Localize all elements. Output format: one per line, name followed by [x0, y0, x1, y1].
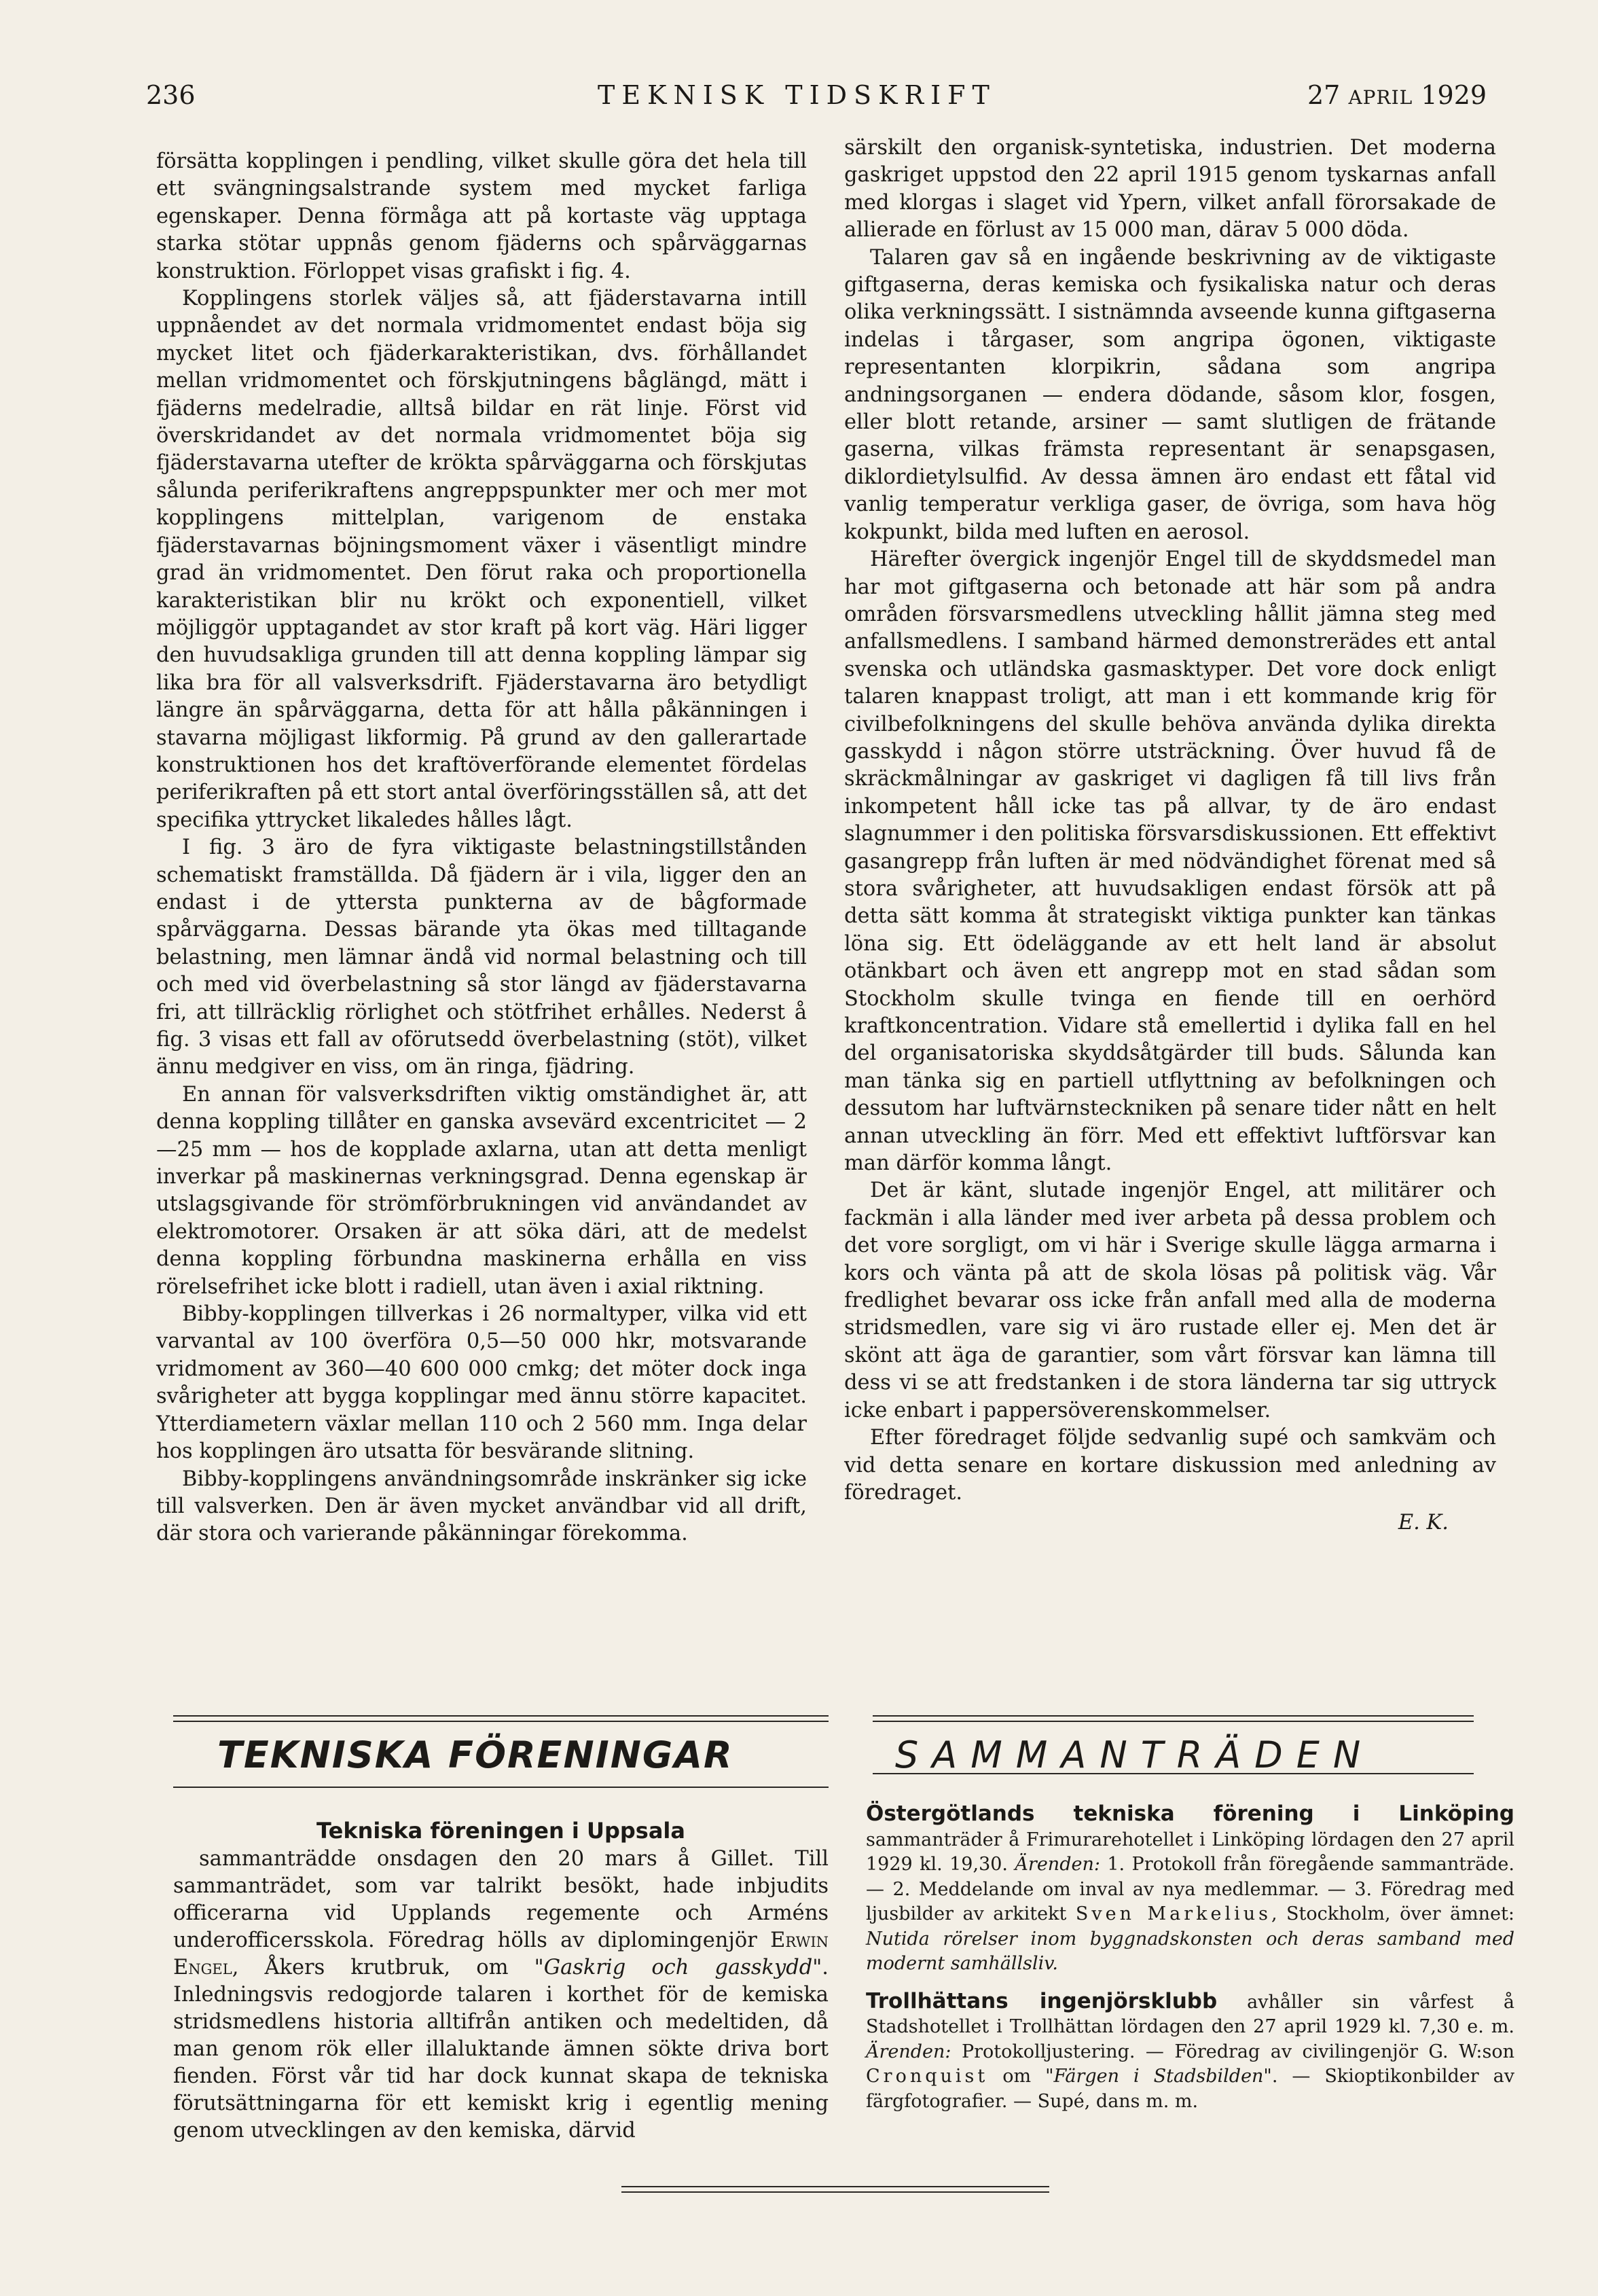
paragraph: Kopplingens storlek väljes så, att fjäderstavarna intill uppnåendet av det normala vridmomentet endast böja sig mycket litet och fjäderkarakteristikan, dvs. förhållandet mellan vridmomentet och förskjutningens båglängd, mätt i fjäderns medelradie, alltså bildar en rät linje. Först vid överskridandet av det normala vridmomentet böja sig fjäderstavarna utefter de krökta spårväggarna och förskjutas sålunda periferikraftens angreppspunkter mer och mer mot kopplingens mittelplan, varigenom de enstaka fjäderstavarnas böjningsmoment växer i väsentligt mindre grad än vridmomentet. Den förut raka och proportionella karakteristikan blir nu krökt och exponentiell, vilket möjliggör upptagandet av stor kraft på kort väg. Häri ligger den huvudsakliga grunden till att denna koppling lämpar sig lika bra för all valsverksdrift. Fjäderstavarna äro betydligt längre än spårväggarna, detta för att hålla påkänningen i stavarna möjligast likformig. På grund av den gallerartade konstruktionen hos det kraftöverförande elementet fördelas periferikraften på ett stort antal överföringsställen så, att det specifika yttrycket likaledes hålles lågt.	[156, 287, 807, 832]
issue-date	[1307, 80, 1487, 110]
section-rule-top-left	[173, 1715, 829, 1722]
meeting-text: , Stockholm, över ämnet:	[1271, 1903, 1514, 1924]
agenda-label: Ärenden:	[866, 2041, 951, 2062]
speaker-name: Erwin Engel	[173, 1929, 829, 1979]
section-rule-top-right	[873, 1715, 1474, 1722]
author-signature: E. K.	[1398, 1511, 1449, 1535]
uppsala-notice	[173, 1817, 829, 2145]
paragraph: Bibby-kopplingens användningsområde inskränker sig icke till valsverken. Den är även mycket användbar vid all drift, där stora och varierande påkänningar förekomma.	[156, 1467, 807, 1546]
issue-day: 27	[1307, 80, 1341, 110]
paragraph: I fig. 3 äro de fyra viktigaste belastningstillstånden schematiskt framställda. Då fjädern är i vila, ligger den an endast i de yttersta punkterna av de bågformade spårväggarna. Dessas bärande yta ökas med tilltagande belastning, men lämnar ändå vid normal belastning och till och med vid överbelastning så stor längd av fjäderstavarna fri, att tillräcklig rörlighet och stötfrihet erhålles. Nederst å fig. 3 visas ett fall av oförutsedd överbelastning (stöt), vilket ännu medgiver en viss, om än ringa, fjädring.	[156, 836, 807, 1079]
meeting-text: 1. Protokoll från föregående sammanträde. — 2. Meddelande om inval av nya medlemmar. — 3. Föredrag med ljusbilder av arkitekt	[866, 1854, 1514, 1924]
talk-topic: "Färgen i Stadsbilden"	[1045, 2066, 1272, 2087]
paragraph: Efter föredraget följde sedvanlig supé och samkväm och vid detta senare en kortare diskussion med anledning av föredraget.	[844, 1426, 1496, 1505]
meeting-text: sammanträder å Frimurarehotellet i Linköping lördagen den 27 april 1929 kl. 19,30.	[866, 1829, 1514, 1875]
paragraph: Det är känt, slutade ingenjör Engel, att militärer och fackmän i alla länder med iver arbeta på dessa problem och det vore sorgligt, om vi här i Sverige skulle lägga armarna i kors och vänta på att de skola lösas på politisk väg. Vår fredlighet bevarar oss icke från anfall med alla de moderna stridsmedlen, vare sig vi äro rustade eller ej. Men det är skönt att äga de garantier, som vårt försvar kan lämna till dess vi se att fredstanken i de stora länderna tar sig uttryck icke enbart i pappersöverenskommelser.	[844, 1179, 1496, 1422]
paragraph: Härefter övergick ingenjör Engel till de skyddsmedel man har mot giftgaserna och betonade att här som på andra områden försvarsmedlens utveckling hållit jämna steg med anfallsmedlens. I samband härmed demonstrerädes ett antal svenska och utländska gasmasktyper. Det vore dock enligt talaren knappast troligt, att man i ett kommande krig för civilbefolkningens del skulle behöva använda dylika direkta gasskydd i någon större utsträckning. Över huvud få de skräckmålningar av gaskriget vi dagligen få till livs från inkompetent håll icke tas på allvar, ty de äro endast slagnummer i den politiska försvarsdiskussionen. Ett effektivt gasangrepp från luften är med nödvändighet förenat med så stora svårigheter, att huvudsakligen endast försök att på detta sätt komma åt strategiskt viktiga punkter kan tänkas löna sig. Ett ödeläggande av ett helt land är absolut otänkbart och även ett angrepp mot en stad sådan som Stockholm skulle tvinga en fiende till en oerhörd kraftkoncentration. Vidare stå emellertid i dylika fall en hel del organisatoriska skyddsåtgärder till buds. Sålunda kan man tänka sig en partiell utflyttning av befolkningen och dessutom har luftvärnsteckniken på senare tider nått en helt annan utveckling än förr. Med ett effektivt luftförsvar kan man därför komma långt.	[844, 548, 1496, 1176]
meetings-list	[866, 1801, 1514, 2126]
journal-title: TEKNISK TIDSKRIFT	[598, 80, 996, 110]
talk-topic: Nutida rörelser inom byggnadskonsten och deras samband med modernt samhällsliv.	[866, 1928, 1514, 1974]
paragraph: försätta kopplingen i pendling, vilket skulle göra det hela till ett svängningsalstrande system med mycket farliga egenskaper. Denna förmåga att på kortaste väg upptaga starka stötar uppnås genom fjäderns och spårväggarnas konstruktion. Förloppet visas grafiskt i fig. 4.	[156, 149, 807, 283]
section-rule-bottom-right	[873, 1773, 1474, 1774]
meeting-org: Trollhättans ingenjörsklubb	[866, 1988, 1218, 2013]
notice-body	[173, 1846, 829, 2145]
notice-subhead: Tekniska föreningen i Uppsala	[316, 1818, 685, 1844]
meeting-text: . — Skioptikonbilder av färgfotografier. — Supé, dans m. m.	[866, 2066, 1514, 2112]
paragraph: En annan för valsverksdriften viktig omständighet är, att denna koppling tillåter en ganska avsevärd excentricitet — 2—25 mm — hos de kopplade axlarna, utan att detta menligt inverkar på maskinernas verkningsgrad. Denna egenskap är utslagsgivande för strömförbrukningen vid användandet av elektromotorer. Orsaken är att söka däri, att de medelst denna koppling förbundna maskinerna erhålla en viss rörelsefrihet icke blott i radiell, utan även i axial riktning.	[156, 1082, 807, 1299]
issue-year: 1929	[1421, 80, 1487, 110]
paragraph: Bibby-kopplingen tillverkas i 26 normaltyper, vilka vid ett varvantal av 100 överföra 0,5—50 000 hkr, motsvarande vridmoment av 360—40 600 000 cmkg; det möter dock inga svårigheter att bygga kopplingar med ännu större kapacitet. Ytterdiametern växlar mellan 110 och 2 560 mm. Inga delar hos kopplingen äro utsatta för besvärande slitning.	[156, 1302, 807, 1464]
left-column	[156, 148, 807, 1548]
meeting-item	[866, 1989, 1514, 2115]
right-column	[844, 134, 1496, 1537]
page-number: 236	[146, 80, 196, 110]
paragraph: Talaren gav så en ingående beskrivning av de viktigaste giftgaserna, deras kemiska och fysikaliska natur och deras olika verkningssätt. I sistnämnda avseende kunna giftgaserna indelas i tårgaser, som angripa ögonen, viktigaste representanten klorpikrin, sådana som angripa andningsorganen — endera dödande, såsom klor, fosgen, eller blott retande, arsiner — samt slutligen de frätande gaserna, vilkas främsta representant är senapsgasen, diklordietylsulfid. Av dessa ämnen äro endast ett fåtal vid vanlig temperatur verkliga gaser, de övriga, som hava hög kokpunkt, bilda med luften en aerosol.	[844, 245, 1496, 544]
speaker-name: Cronquist	[866, 2066, 989, 2087]
meeting-org: Östergötlands tekniska förening i Linköping	[866, 1801, 1514, 1826]
issue-month: APRIL	[1348, 86, 1413, 109]
section-rule-bottom-left	[173, 1787, 829, 1788]
speaker-name: Sven Markelius	[1075, 1903, 1271, 1924]
meeting-item	[866, 1801, 1514, 1977]
meeting-text: Protokolljustering. — Föredrag av civilingenjör G. W:son	[951, 2041, 1514, 2062]
agenda-label: Ärenden:	[1015, 1854, 1100, 1875]
notice-text: , Åkers krutbruk, om	[232, 1956, 534, 1979]
talk-title: "Gaskrig och gasskydd"	[534, 1956, 822, 1979]
notice-text: . Inledningsvis redogjorde talaren i korthet för de kemiska stridsmedlens historia alltifrån antiken och medeltiden, då man genom rök eller illaluktande ämnen sökte driva bort fienden. Först vår tid har dock kunnat skapa de tekniska förutsättningarna för ett kemiskt krig i egentlig mening genom utvecklingen av den kemiska, därvid	[173, 1956, 829, 2142]
paragraph: särskilt den organisk-syntetiska, industrien. Det moderna gaskriget uppstod den 22 april 1915 genom tyskarnas anfall med klorgas i slaget vid Ypern, vilket anfall förorsakade de allierade en förlust av 15 000 man, därav 5 000 döda.	[844, 136, 1496, 243]
meeting-text: avhåller sin vårfest å Stadshotellet i Trollhättan lördagen den 27 april 1929 kl. 7,30 e. m.	[866, 1991, 1514, 2037]
meeting-text: om	[988, 2066, 1046, 2087]
page-end-rule	[621, 2186, 1049, 2193]
section-banner-sammantraden: SAMMANTRÄDEN	[895, 1734, 1375, 1776]
notice-text: sammanträdde onsdagen den 20 mars å Gillet. Till sammanträdet, som var talrikt besökt, hade inbjudits officerarna vid Upplands regemente och Arméns underofficersskola. Föredrag hölls av diplomingenjör	[173, 1847, 829, 1952]
section-banner-tekniska-foreningar: TEKNISKA FÖRENINGAR	[217, 1734, 733, 1776]
